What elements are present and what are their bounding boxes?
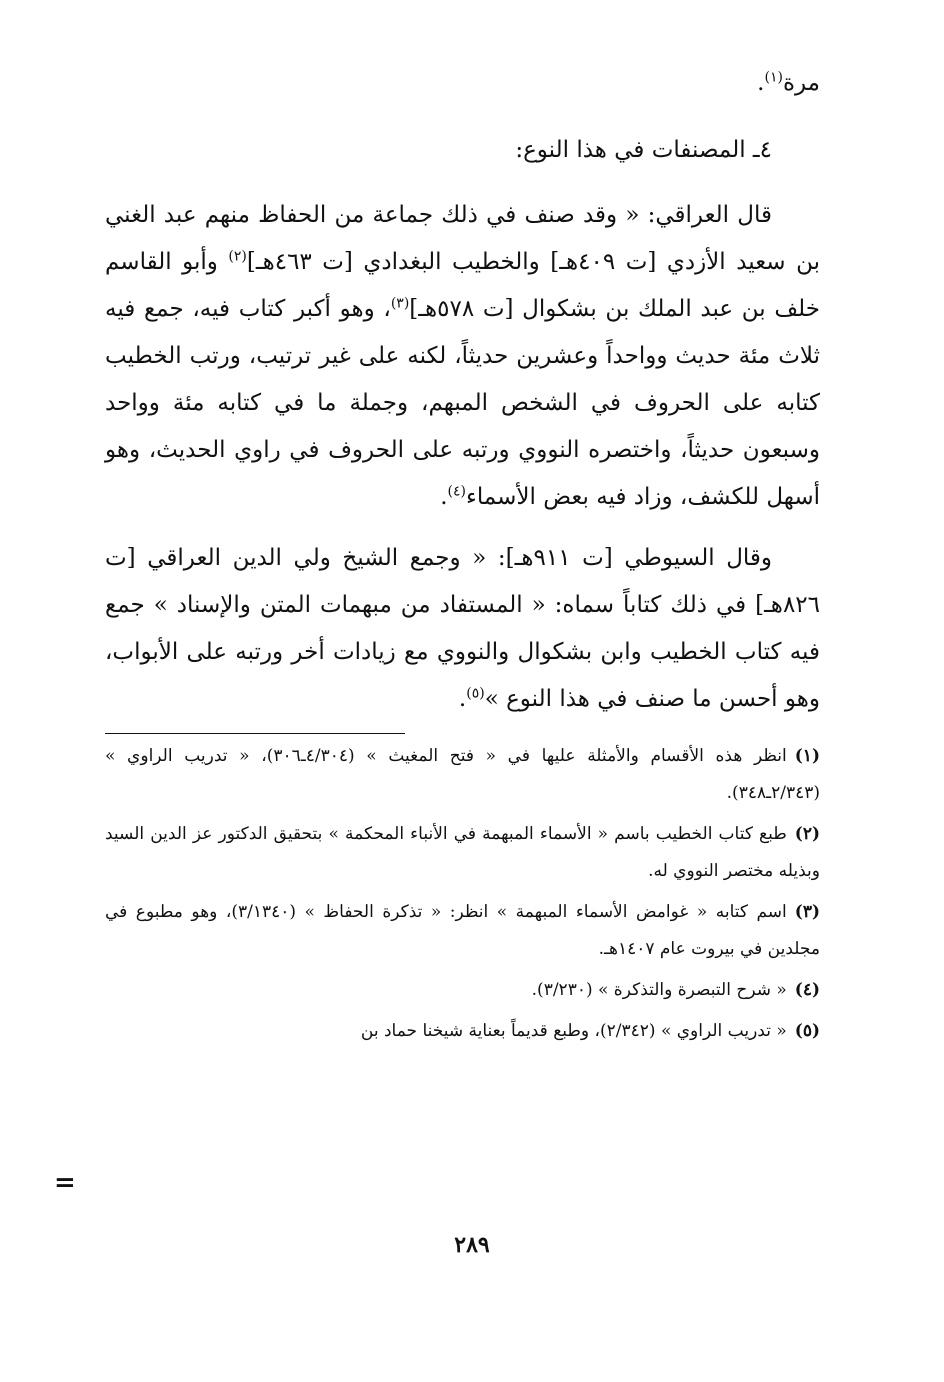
paragraph-1-text-c: ، وهو أكبر كتاب فيه، جمع فيه ثلاث مئة حديث وواحداً وعشرين حديثاً، لكنه على غير ترتيب، ورتب الخطيب كتابه على الحروف في الشخص المبهم، وجملة ما في كتابه مئة وواحد وسبعون حديثاً، واختصره النووي ورتبه على الحروف في راوي الحديث، وهو أسهل للكشف، وزاد فيه بعض الأسماء: [105, 296, 820, 510]
paragraph-2-text: وقال السيوطي [ت ٩١١هـ]: « وجمع الشيخ ولي الدين العراقي [ت ٨٢٦هـ] في ذلك كتاباً سماه: « المستفاد من مبهمات المتن والإسناد » جمع فيه كتاب الخطيب وابن بشكوال والنووي مع زيادات أخر ورتبه على الأبواب، وهو أحسن ما صنف في هذا النوع »: [105, 545, 820, 712]
footnote-ref-2[interactable]: (٢): [228, 248, 247, 265]
page-body: [105, 60, 820, 1050]
paragraph-1-text-a: قال العراقي: « وقد صنف في ذلك جماعة من الحفاظ منهم عبد الغني بن سعيد الأزدي [ت ٤٠٩هـ] والخطيب البغدادي [ت ٤٦٣هـ]: [105, 202, 820, 275]
footnote-number: (٣): [794, 902, 820, 922]
footnote-3: [105, 894, 820, 968]
footnote-ref-3[interactable]: (٣): [390, 295, 410, 312]
footnote-number: (٥): [794, 1021, 820, 1041]
paragraph-2-end: .: [458, 686, 467, 712]
footnote-1: [105, 738, 820, 812]
footnote-ref-5[interactable]: (٥): [466, 685, 485, 702]
footnote-text: انظر هذه الأقسام والأمثلة عليها في « فتح المغيث » (٤/٣٠٤ـ٣٠٦)، « تدريب الراوي » (٢/٣٤٣ـ٣٤٨).: [105, 746, 820, 803]
footnote-text: « شرح التبصرة والتذكرة » (٣/٢٣٠).: [531, 980, 787, 1000]
paragraph-suyuti-quote: [105, 535, 820, 723]
section-heading: ٤ـ المصنفات في هذا النوع:: [515, 137, 772, 163]
footnote-number: (٤): [794, 980, 820, 1000]
footnote-text: اسم كتابه « غوامض الأسماء المبهمة » انظر: « تذكرة الحفاظ » (٣/١٣٤٠)، وهو مطبوع في مجلدين في بيروت عام ١٤٠٧هـ.: [105, 902, 820, 959]
footnote-2: [105, 816, 820, 890]
continuation-mark: =: [54, 1168, 76, 1198]
footnote-ref-1[interactable]: (١): [764, 69, 783, 86]
footnote-text: طبع كتاب الخطيب باسم « الأسماء المبهمة في الأنباء المحكمة » بتحقيق الدكتور عز الدين السيد وبذيله مختصر النووي له.: [105, 824, 820, 881]
footnote-text: « تدريب الراوي » (٢/٣٤٢)، وطبع قديماً بعناية شيخنا حماد بن: [360, 1021, 787, 1041]
page-number: ٢٨٩: [454, 1232, 490, 1258]
footnote-5: [105, 1013, 820, 1050]
footnote-4: [105, 972, 820, 1009]
paragraph-1-text-b: وأبو القاسم خلف بن عبد الملك بن بشكوال [ت ٥٧٨هـ]: [105, 249, 821, 322]
footnotes: [105, 738, 820, 1050]
top-line: [105, 60, 820, 107]
top-line-end: .: [757, 70, 765, 96]
footnote-ref-4[interactable]: (٤): [447, 483, 466, 500]
paragraph-iraqi-quote: [105, 192, 820, 521]
footnote-separator: [105, 733, 405, 734]
paragraph-1-end: .: [440, 484, 448, 510]
footnote-number: (٢): [794, 824, 820, 844]
footnote-number: (١): [794, 746, 820, 766]
top-line-text: مرة: [782, 70, 820, 96]
main-text: [105, 60, 820, 723]
footnote-separator-wrap: [105, 733, 820, 734]
